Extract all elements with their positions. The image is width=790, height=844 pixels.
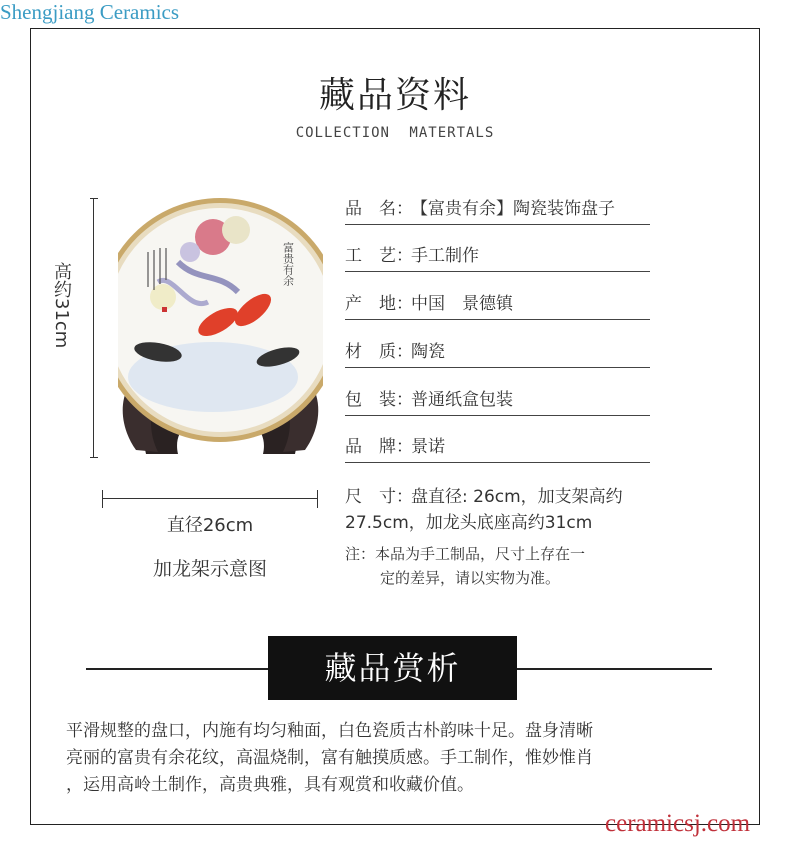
spec-brand-value: 景诺	[411, 437, 445, 457]
spec-material-value: 陶瓷	[411, 342, 445, 362]
watermark-bottom: ceramicsj.com	[605, 810, 751, 837]
watermark-top: Shengjiang Ceramics	[0, 0, 180, 24]
page-title: 藏品资料	[318, 75, 471, 116]
note-line2: 定的差异，请以实物为准。	[380, 569, 561, 587]
appreciation-line: 亮丽的富贵有余花纹，高温烧制，富有触摸质感。手工制作，惟妙惟肖	[66, 748, 593, 768]
figure-caption: 加龙架示意图	[152, 558, 267, 580]
height-dimension-line	[90, 198, 98, 458]
spec-origin-value: 中国 景德镇	[411, 294, 513, 314]
spec-brand-label: 品 牌：	[345, 437, 413, 457]
spec-name	[345, 194, 650, 225]
spec-craft-label: 工 艺：	[345, 246, 413, 266]
width-dimension-line	[102, 490, 318, 508]
height-label: 高约31cm	[51, 262, 72, 349]
section-divider-right	[517, 668, 712, 670]
spec-craft-value: 手工制作	[411, 246, 479, 266]
spec-brand	[345, 432, 650, 463]
spec-material-label: 材 质：	[345, 342, 413, 362]
spec-origin	[345, 289, 650, 320]
section-divider-left	[86, 668, 268, 670]
appreciation-line: ，运用高岭土制作，高贵典雅，具有观赏和收藏价值。	[66, 775, 474, 795]
width-label: 直径26cm	[166, 515, 254, 536]
spec-size-value-line2: 27.5cm，加龙头底座高约31cm	[345, 513, 593, 533]
spec-name-value: 【富贵有余】陶瓷装饰盘子	[411, 199, 615, 219]
note-line1: 注：本品为手工制品，尺寸上存在一	[345, 545, 586, 563]
spec-material	[345, 337, 650, 368]
appreciation-title: 藏品赏析	[268, 636, 517, 700]
spec-package-value: 普通纸盒包装	[411, 390, 513, 410]
plate-inscription: 富贵有余	[281, 242, 295, 286]
appreciation-line: 平滑规整的盘口，内施有均匀釉面，白色瓷质古朴韵味十足。盘身清晰	[66, 721, 593, 741]
spec-craft	[345, 241, 650, 272]
appreciation-text	[66, 718, 738, 799]
spec-size	[345, 482, 650, 507]
spec-name-label: 品 名：	[345, 199, 413, 219]
spec-origin-label: 产 地：	[345, 294, 413, 314]
page-subtitle: COLLECTION MATERTALS	[295, 125, 495, 141]
spec-package-label: 包 装：	[345, 390, 413, 410]
spec-package	[345, 385, 650, 416]
plate-image	[118, 192, 323, 460]
spec-size-value: 盘直径: 26cm，加支架高约	[411, 487, 623, 507]
spec-size-label: 尺 寸：	[345, 487, 413, 507]
